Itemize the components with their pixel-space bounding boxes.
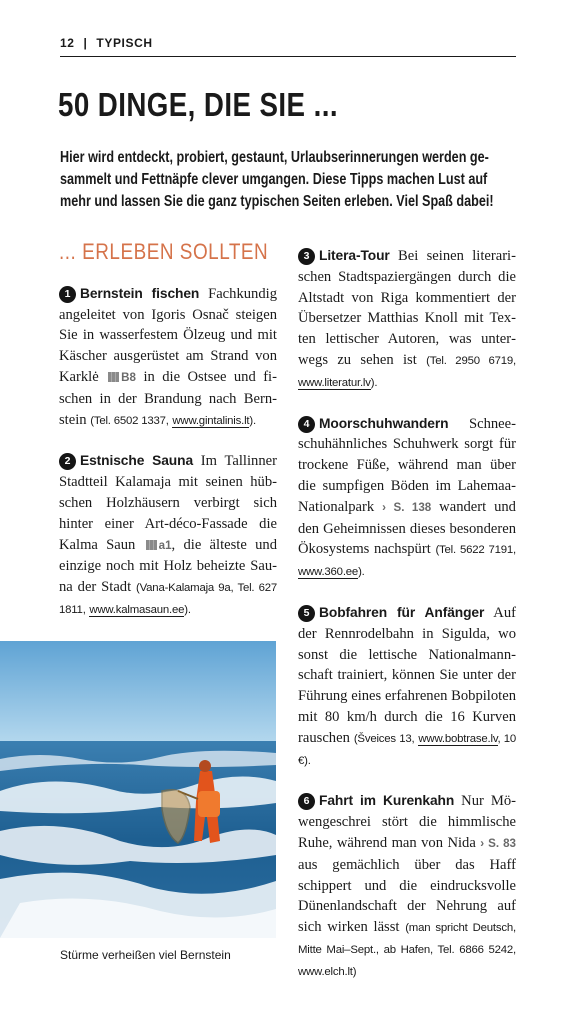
- map-icon: [108, 372, 119, 382]
- item-number-badge: 2: [59, 453, 76, 470]
- list-item-3: [298, 246, 516, 394]
- item-info: (Šveices 13,: [353, 732, 415, 745]
- item-title: Estnische Sauna: [80, 453, 194, 469]
- item-title: Fahrt im Kurenkahn: [319, 793, 455, 809]
- item-number-badge: 4: [298, 416, 315, 433]
- item-info: (Vana-Kalamaja 9a, Tel. 627 1811,: [59, 582, 277, 616]
- item-info-end: , 10 €).: [298, 732, 517, 767]
- item-link[interactable]: www.kalmasaun.ee: [89, 603, 185, 616]
- item-title: Litera-Tour: [319, 248, 390, 263]
- map-icon: [146, 540, 157, 550]
- item-text-continued: in die Ostsee und fischen in der Brandung nach Bernstein: [59, 368, 277, 428]
- item-title: Bobfahren für Anfänger: [319, 604, 485, 620]
- item-text: Auf der Rennrodelbahn in Sigulda, wo sonst die lettische Nationalmannschaft trainiert, können Sie unter der Führung eines erfahrenen Bobpiloten mit 80 km/h durch die 16 Kurven rauschen: [298, 604, 516, 746]
- photo-caption: Stürme verheißen viel Bernstein: [60, 948, 231, 962]
- item-info: (Tel. 6502 1337,: [90, 414, 169, 427]
- amber-fishing-photo: [0, 641, 276, 938]
- page-header: [60, 36, 516, 50]
- item-text: Bei seinen literarischen Stadtspaziergängen durch die Altstadt von Riga kommentiert der Übersetzer Matthias Knoll mit Texten lettischer Autoren, was unterwegs zu sehen ist: [298, 248, 516, 368]
- item-info-end: ).: [370, 376, 378, 389]
- list-item-1: [59, 284, 277, 432]
- page-title: 50 DINGE, DIE SIE ...: [58, 86, 338, 123]
- item-info-end: ).: [249, 414, 256, 427]
- item-text-continued: aus gemächlich über das Haff schippert und die eindrucksvolle Dünenlandschaft der Nehrung auf sich wirken lässt: [298, 856, 516, 936]
- page-number: 12: [60, 36, 75, 50]
- section-title: ... ERLEBEN SOLLTEN: [59, 239, 269, 264]
- item-info-end: ).: [184, 603, 191, 616]
- list-item-5: [298, 603, 516, 771]
- item-info: (Tel. 5622 7191,: [435, 544, 516, 557]
- item-link[interactable]: www.literatur.lv: [298, 376, 371, 389]
- item-info: (man spricht Deutsch, Mitte Mai–Sept., ab Hafen, Tel. 6866 5242, www.elch.lt): [298, 922, 516, 978]
- item-text-continued: , die älteste und einzige noch mit Holz beheizte Sauna der Stadt: [59, 536, 277, 596]
- item-number-badge: 5: [298, 605, 315, 622]
- header-separator: |: [83, 36, 88, 50]
- item-info: (Tel. 2950 6719,: [426, 354, 517, 367]
- section-name: TYPISCH: [96, 36, 153, 50]
- photo-illustration: [0, 641, 276, 938]
- list-item-2: [59, 451, 277, 620]
- item-text: Fachkundig angeleitet von Igoris Osnač steigen Sie in wasserfestem Ölzeug und mit Käscher ausgerüstet am Strand von Karklė: [59, 285, 277, 385]
- item-number-badge: 1: [59, 286, 76, 303]
- item-link[interactable]: www.gintalinis.lt: [172, 414, 250, 427]
- item-link[interactable]: www.bobtrase.lv: [418, 732, 498, 745]
- item-text-continued: wandert und den Geheimnissen dieses besonderen Ökosystems nachspürt: [298, 498, 516, 558]
- item-text: Schneeschuhähnliches Schuhwerk sorgt für trockene Füße, während man über die sumpfigen Böden im Lahemaa-Nationalpark: [298, 415, 516, 515]
- item-link[interactable]: www.360.ee: [298, 566, 359, 579]
- right-column: [298, 246, 516, 1003]
- item-number-badge: 3: [298, 248, 315, 265]
- page-reference: › S. 83: [480, 836, 516, 850]
- list-item-4: [298, 414, 516, 583]
- item-text: Nur Möwengeschrei stört die himmlische Ruhe, während man von Nida: [298, 793, 516, 851]
- item-title: Moorschuhwandern: [319, 415, 449, 431]
- item-number-badge: 6: [298, 793, 315, 810]
- map-reference: B8: [121, 370, 136, 384]
- map-reference: a1: [158, 538, 172, 552]
- item-text: Im Tallinner Stadtteil Kalamaja mit seinen hübschen Holzhäusern verbirgt sich hinter einer Art-déco-Fassade die Kalma Saun: [59, 453, 277, 553]
- left-column: [59, 239, 277, 641]
- header-rule: [60, 56, 516, 57]
- list-item-6: [298, 791, 516, 982]
- page-reference: › S. 138: [382, 500, 432, 514]
- item-info-end: ).: [358, 566, 365, 579]
- item-title: Bernstein fischen: [80, 285, 200, 301]
- intro-text: Hier wird entdeckt, probiert, gestaunt, Urlaubserinnerungen werden gesammelt und Fettnäpfe clever umgangen. Diese Tipps machen Lust auf mehr und lassen Sie die ganz typischen Seiten erleben. Viel Spaß dabei!: [60, 149, 494, 210]
